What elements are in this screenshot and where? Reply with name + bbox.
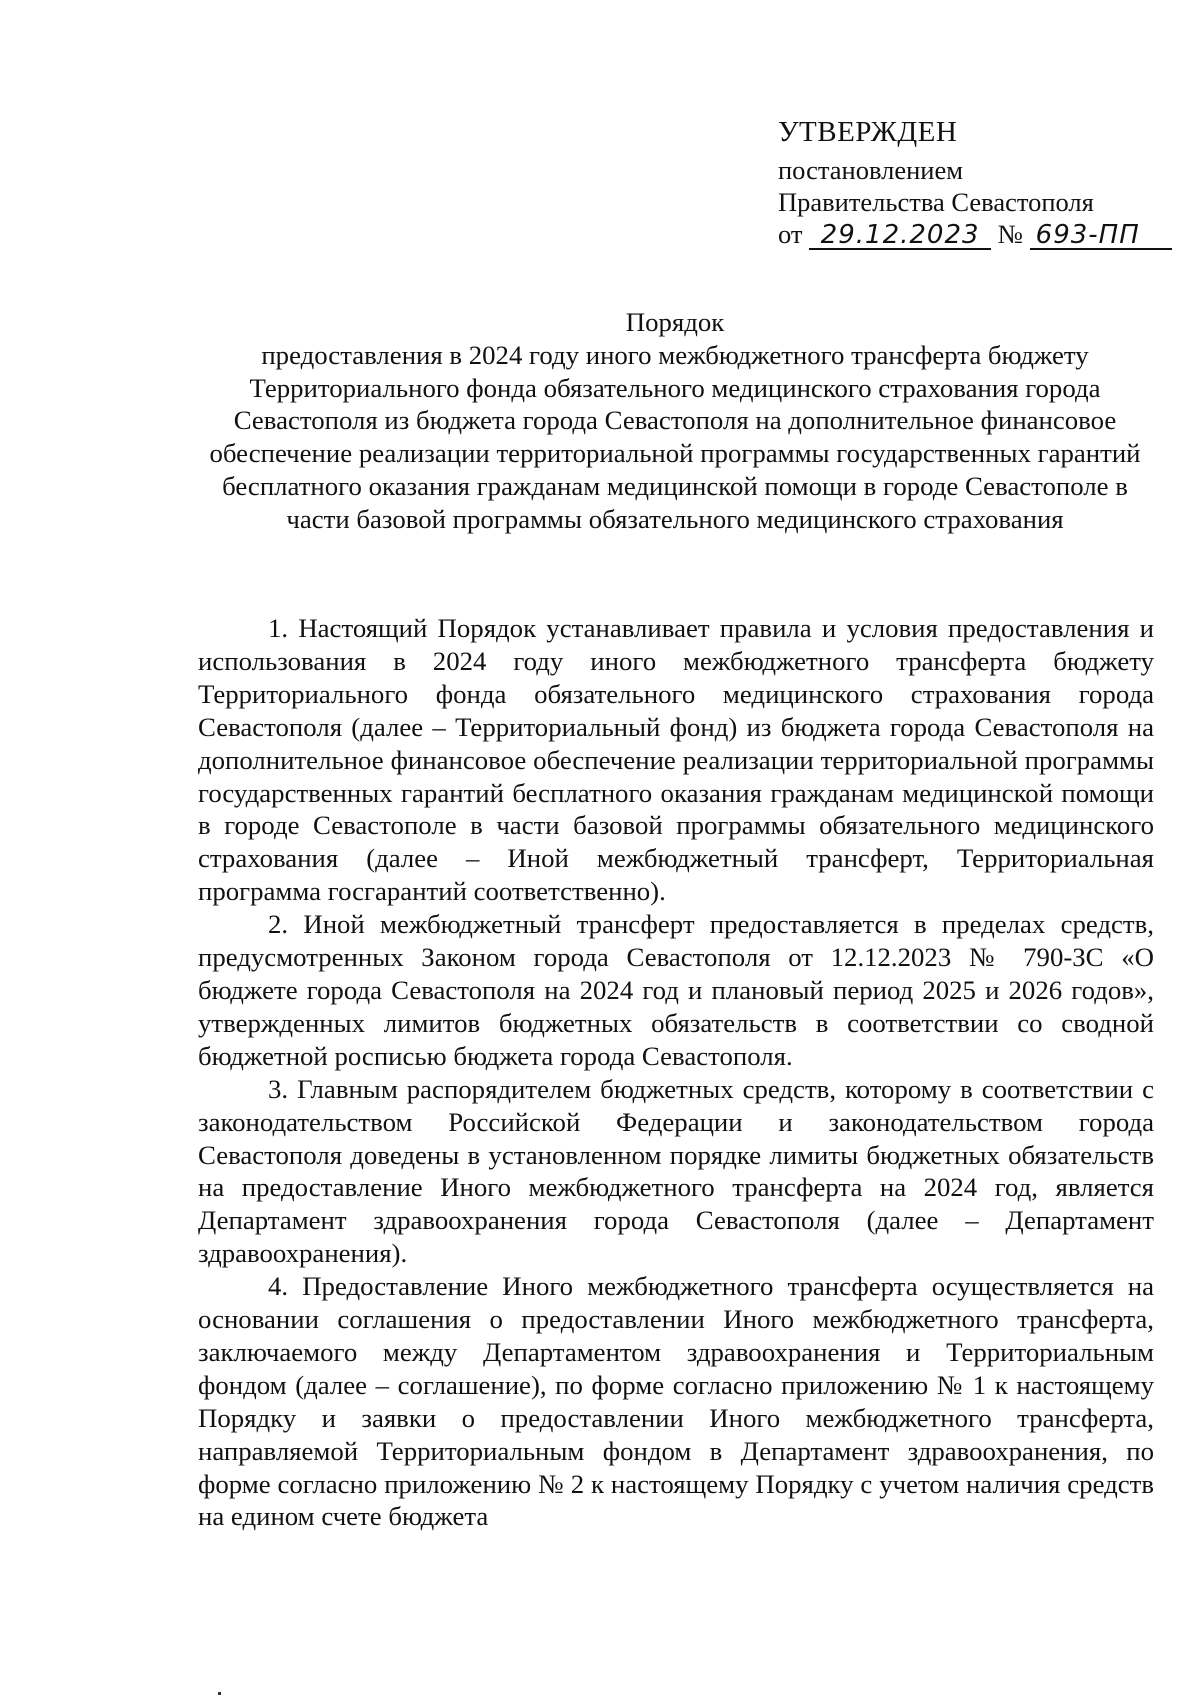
document-body xyxy=(198,612,1154,1533)
paragraph-4: 4. Предоставление Иного межбюджетного трансферта осуществляется на основании соглашения о предоставлении Иного межбюджетного трансферта, заключаемого между Департаментом здравоохранения и Территориальным фондом (далее – соглашение), по форме согласно приложению № 1 к настоящему Порядку и заявки о предоставлении Иного межбюджетного трансферта, направляемой Территориальным фондом в Департамент здравоохранения, по форме согласно приложению № 2 к настоящему Порядку с учетом наличия средств на едином счете бюджета xyxy=(198,1271,1154,1532)
paragraph-2: 2. Иной межбюджетный трансферт предоставляется в пределах средств, предусмотренных Законом города Севастополя от 12.12.2023 № 790-ЗС «О бюджете города Севастополя на 2024 год и плановый период 2025 и 2026 годов», утвержденных лимитов бюджетных обязательств в соответствии со сводной бюджетной росписью бюджета города Севастополя. xyxy=(198,909,1154,1071)
document-title-block xyxy=(196,306,1154,536)
approval-line-2: Правительства Севастополя xyxy=(778,187,1094,217)
approval-line-1: постановлением xyxy=(778,155,963,185)
paragraph-3: 3. Главным распорядителем бюджетных средств, которому в соответствии с законодательством Российской Федерации и законодательством города Севастополя доведены в установленном порядке лимиты бюджетных обязательств на предоставление Иного межбюджетного трансферта на 2024 год, является Департамент здравоохранения города Севастополя (далее – Департамент здравоохранения). xyxy=(198,1073,1154,1269)
document-subtitle: предоставления в 2024 году иного межбюджетного трансферта бюджету Территориального фонда обязательного медицинского страхования города Севастополя из бюджета города Севастополя на дополнительное финансовое обеспечение реализации территориальной программы государственных гарантий бесплатного оказания гражданам медицинской помощи в городе Севастополе в части базовой программы обязательного медицинского страхования xyxy=(209,339,1141,534)
handwritten-date: 29.12.2023 xyxy=(809,222,991,250)
approval-date-line xyxy=(778,218,1178,250)
number-prefix: № xyxy=(997,219,1024,249)
document-title: Порядок xyxy=(625,307,725,337)
paragraph-1: 1. Настоящий Порядок устанавливает правила и условия предоставления и использования в 2024 году иного межбюджетного трансферта бюджету Территориального фонда обязательного медицинского страхования города Севастополя (далее – Территориальный фонд) из бюджета города Севастополя на дополнительное финансовое обеспечение реализации территориальной программы государственных гарантий бесплатного оказания гражданам медицинской помощи в городе Севастополе в части базовой программы обязательного медицинского страхования (далее – Иной межбюджетный трансферт, Территориальная программа госгарантий соответственно). xyxy=(198,613,1154,907)
approval-heading: УТВЕРЖДЕН xyxy=(778,116,958,148)
scan-dot xyxy=(218,1692,221,1695)
approval-block xyxy=(778,114,1178,250)
handwritten-number: 693-ПП xyxy=(1030,222,1172,250)
date-prefix: от xyxy=(778,219,803,249)
